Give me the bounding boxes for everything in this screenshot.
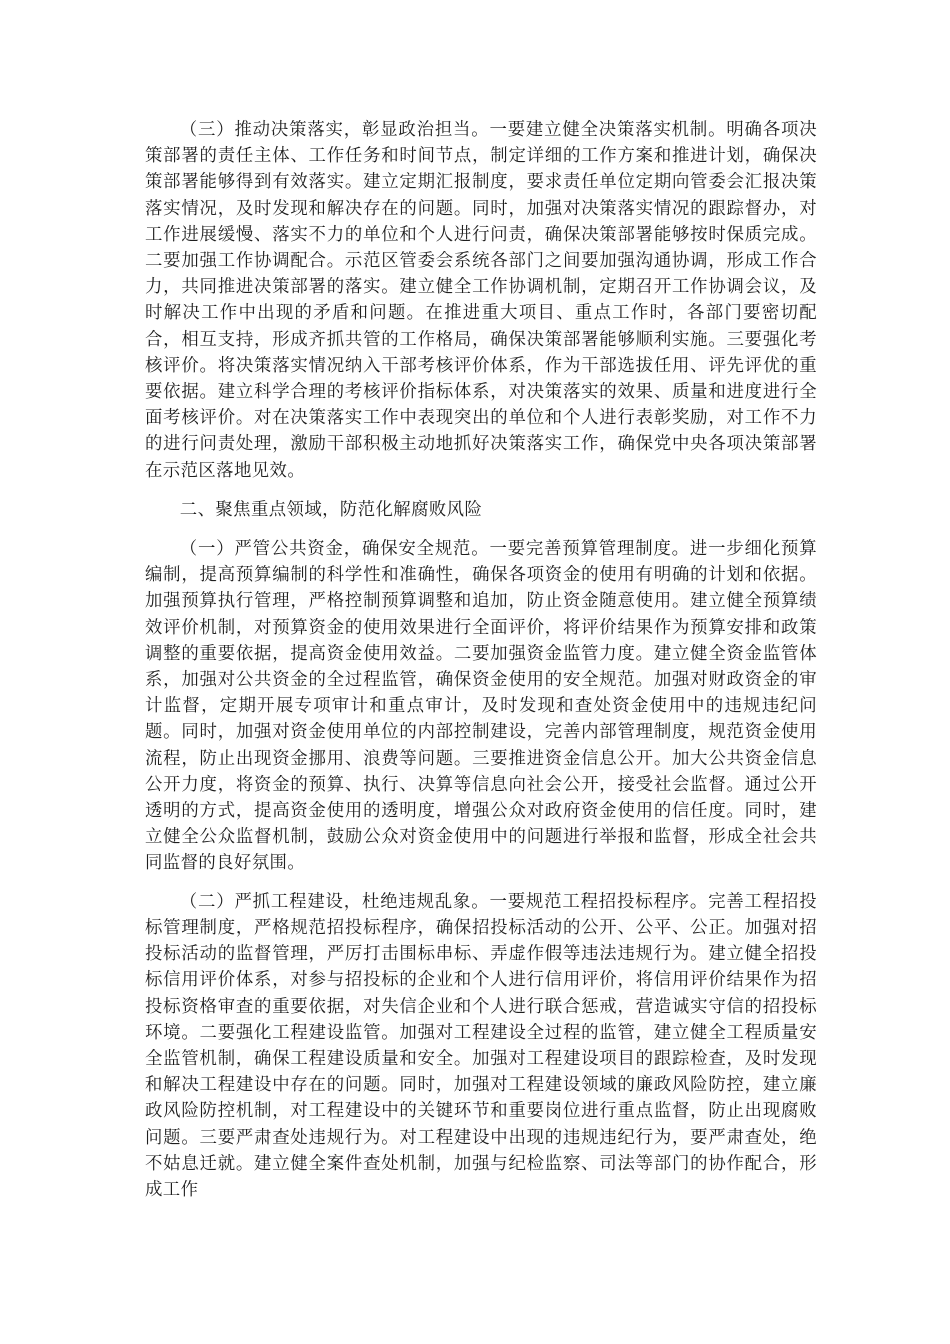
paragraph-engineering-construction: （二）严抓工程建设，杜绝违规乱象。一要规范工程招投标程序。完善工程招投标管理制度，严格规范招投标程序，确保招投标活动的公开、公平、公正。加强对招投标活动的监督管理，严厉打击围标串标、弄虚作假等违法违规行为。建立健全招投标信用评价体系，对参与招投标的企业和个人进行信用评价，将信用评价结果作为招投标资格审查的重要依据，对失信企业和个人进行联合惩戒，营造诚实守信的招投标环境。二要强化工程建设监管。加强对工程建设全过程的监管，建立健全工程质量安全监管机制，确保工程建设质量和安全。加强对工程建设项目的跟踪检查，及时发现和解决工程建设中存在的问题。同时，加强对工程建设领域的廉政风险防控，建立廉政风险防控机制，对工程建设中的关键环节和重要岗位进行重点监督，防止出现腐败问题。三要严肃查处违规行为。对工程建设中出现的违规违纪行为，要严肃查处，绝不姑息迁就。建立健全案件查处机制，加强与纪检监察、司法等部门的协作配合，形成工作 [145, 891, 817, 1200]
section-heading-key-areas: 二、聚焦重点领域，防范化解腐败风险 [179, 499, 483, 520]
paragraph-public-funds: （一）严管公共资金，确保安全规范。一要完善预算管理制度。进一步细化预算编制，提高预算编制的科学性和准确性，确保各项资金的使用有明确的计划和依据。加强预算执行管理，严格控制预算调整和追加，防止资金随意使用。建立健全预算绩效评价机制，对预算资金的使用效果进行全面评价，将评价结果作为预算安排和政策调整的重要依据，提高资金使用效益。二要加强资金监管力度。建立健全资金监管体系，加强对公共资金的全过程监管，确保资金使用的安全规范。加强对财政资金的审计监督，定期开展专项审计和重点审计，及时发现和查处资金使用中的违规违纪问题。同时，加强对资金使用单位的内部控制建设，完善内部管理制度，规范资金使用流程，防止出现资金挪用、浪费等问题。三要推进资金信息公开。加大公共资金信息公开力度，将资金的预算、执行、决算等信息向社会公开，接受社会监督。通过公开透明的方式，提高资金使用的透明度，增强公众对政府资金使用的信任度。同时，建立健全公众监督机制，鼓励公众对资金使用中的问题进行举报和监督，形成全社会共同监督的良好氛围。 [145, 539, 817, 874]
document-body [145, 117, 817, 1203]
paragraph-decision-implementation: （三）推动决策落实，彰显政治担当。一要建立健全决策落实机制。明确各项决策部署的责任主体、工作任务和时间节点，制定详细的工作方案和推进计划，确保决策部署能够得到有效落实。建立定期汇报制度，要求责任单位定期向管委会汇报决策落实情况，及时发现和解决存在的问题。同时，加强对决策落实情况的跟踪督办，对工作进展缓慢、落实不力的单位和个人进行问责，确保决策部署能够按时保质完成。二要加强工作协调配合。示范区管委会系统各部门之间要加强沟通协调，形成工作合力，共同推进决策部署的落实。建立健全工作协调机制，定期召开工作协调会议，及时解决工作中出现的矛盾和问题。在推进重大项目、重点工作时，各部门要密切配合，相互支持，形成齐抓共管的工作格局，确保决策部署能够顺利实施。三要强化考核评价。将决策落实情况纳入干部考核评价体系，作为干部选拔任用、评先评优的重要依据。建立科学合理的考核评价指标体系，对决策落实的效果、质量和进度进行全面考核评价。对在决策落实工作中表现突出的单位和个人进行表彰奖励，对工作不力的进行问责处理，激励干部积极主动地抓好决策落实工作，确保党中央各项决策部署在示范区落地见效。 [145, 120, 817, 481]
